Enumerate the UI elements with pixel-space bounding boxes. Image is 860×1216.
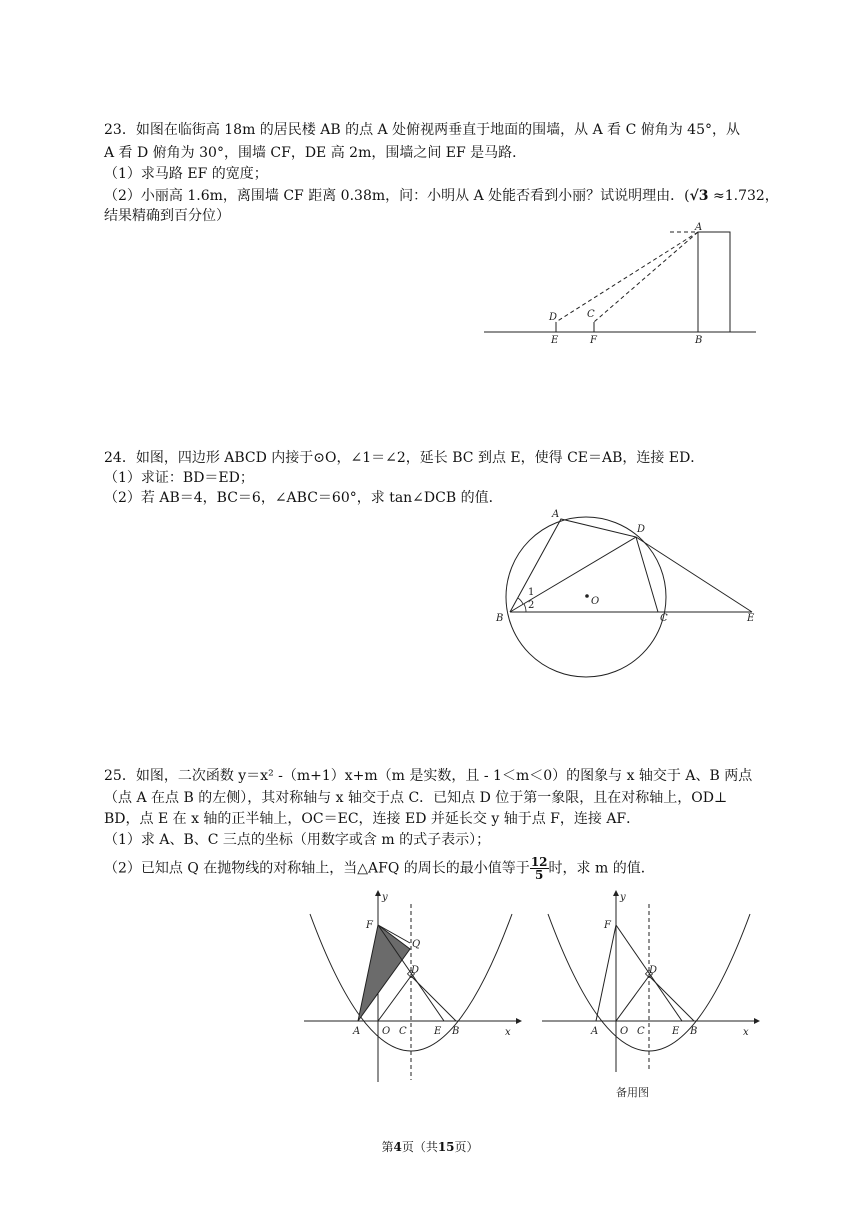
- q24-line1: 24．如图，四边形 ABCD 内接于⊙O，∠1＝∠2，延长 BC 到点 E，使得 CE＝AB，连接 ED．: [104, 450, 705, 466]
- q24-figure: [490, 500, 770, 680]
- q23-approx: ≈1.732，: [708, 188, 779, 204]
- label-d: D: [549, 312, 558, 323]
- q25-line2: （点 A 在点 B 的左侧），其对称轴与 x 轴交于点 C．已知点 D 位于第一象限，且在对称轴上，OD⊥: [104, 790, 728, 806]
- label-b: B: [452, 1026, 460, 1037]
- label-y: y: [620, 892, 626, 903]
- label-c: C: [660, 613, 668, 624]
- q23-part2-text: （2）小丽高 1.6m，离围墙 CF 距离 0.38m，问：小明从 A 处能否看到小丽？试说明理由．(: [104, 188, 690, 204]
- q25-figure-backup: [540, 888, 762, 1104]
- fraction-12-5: [530, 856, 549, 881]
- label-e: E: [434, 1026, 442, 1037]
- footer-post: 页）: [454, 1140, 479, 1154]
- footer-total: 15: [437, 1140, 455, 1154]
- fraction-numerator: 12: [530, 855, 548, 869]
- angle-arc-2: [524, 604, 526, 612]
- sightline-ac: [594, 232, 698, 322]
- center-dot: [585, 594, 589, 598]
- q25-figure-main: [302, 888, 524, 1084]
- label-b: B: [690, 1026, 698, 1037]
- footer-mid: 页（共: [401, 1140, 438, 1154]
- footer-page: 4: [393, 1140, 402, 1154]
- label-a: A: [591, 1026, 599, 1037]
- label-x: x: [505, 1027, 511, 1038]
- label-angle-1: 1: [528, 587, 535, 598]
- line-de: [636, 537, 752, 612]
- label-q: Q: [412, 939, 421, 950]
- label-b: B: [695, 335, 703, 346]
- quadrilateral-abcd: [510, 519, 658, 612]
- label-o: O: [591, 596, 600, 607]
- label-e: E: [747, 613, 755, 624]
- q23-line1: 23．如图在临街高 18m 的居民楼 AB 的点 A 处俯视两垂直于地面的围墙，从 A 看 C 俯角为 45°，从: [104, 122, 740, 138]
- angle-arc-1: [518, 598, 523, 604]
- label-x: x: [743, 1027, 749, 1038]
- building-ab: [698, 232, 730, 332]
- label-e: E: [672, 1026, 680, 1037]
- label-e: E: [551, 335, 559, 346]
- label-a: A: [695, 222, 703, 233]
- label-d: D: [637, 524, 646, 535]
- q23-part2: [104, 186, 779, 206]
- q23-part1: （1）求马路 EF 的宽度；: [104, 166, 268, 182]
- segment-af: [596, 925, 616, 1021]
- triangle-afq: [358, 925, 410, 1021]
- label-c: C: [399, 1026, 407, 1037]
- q25-line3: BD，点 E 在 x 轴的正半轴上，OC＝EC，连接 ED 并延长交 y 轴于点 F，连接 AF．: [104, 811, 641, 827]
- label-c: C: [637, 1026, 645, 1037]
- label-b: B: [496, 613, 504, 624]
- label-a: A: [552, 509, 560, 520]
- q25-part2-end: 时，求 m 的值．: [548, 860, 655, 877]
- q24-part2: （2）若 AB＝4，BC＝6，∠ABC＝60°，求 tan∠DCB 的值．: [104, 490, 503, 506]
- q25-part2-text: （2）已知点 Q 在抛物线的对称轴上，当△AFQ 的周长的最小值等于: [104, 860, 530, 877]
- label-c: C: [587, 309, 595, 320]
- q23-line2: A 看 D 俯角为 30°，围墙 CF，DE 高 2m，围墙之间 EF 是马路．: [104, 145, 527, 161]
- label-angle-2: 2: [528, 600, 535, 611]
- label-f: F: [604, 920, 611, 931]
- label-a: A: [353, 1026, 361, 1037]
- label-f: F: [366, 920, 373, 931]
- label-o: O: [620, 1026, 629, 1037]
- q24-part1: （1）求证：BD＝ED；: [104, 470, 254, 486]
- page-footer: [0, 1138, 860, 1155]
- sightline-ad: [556, 232, 698, 322]
- label-f: F: [590, 335, 597, 346]
- fraction-denominator: 5: [534, 868, 544, 882]
- label-y: y: [382, 892, 388, 903]
- label-d: D: [411, 965, 420, 976]
- q25-line1: 25．如图，二次函数 y＝x² ‐（m+1）x+m（m 是实数，且 ‐ 1＜m＜0）的图象与 x 轴交于 A、B 两点: [104, 768, 753, 784]
- q25-part1: （1）求 A、B、C 三点的坐标（用数字或含 m 的式子表示）；: [104, 832, 491, 848]
- q23-sqrt: √3: [689, 188, 709, 204]
- segment-od: [616, 976, 649, 1021]
- q23-figure: [480, 220, 760, 350]
- label-d: D: [649, 965, 658, 976]
- q23-line5: 结果精确到百分位）: [104, 208, 230, 224]
- q25-part2: [104, 856, 655, 881]
- footer-pre: 第: [381, 1140, 394, 1154]
- label-o: O: [382, 1026, 391, 1037]
- backup-caption: 备用图: [616, 1086, 649, 1099]
